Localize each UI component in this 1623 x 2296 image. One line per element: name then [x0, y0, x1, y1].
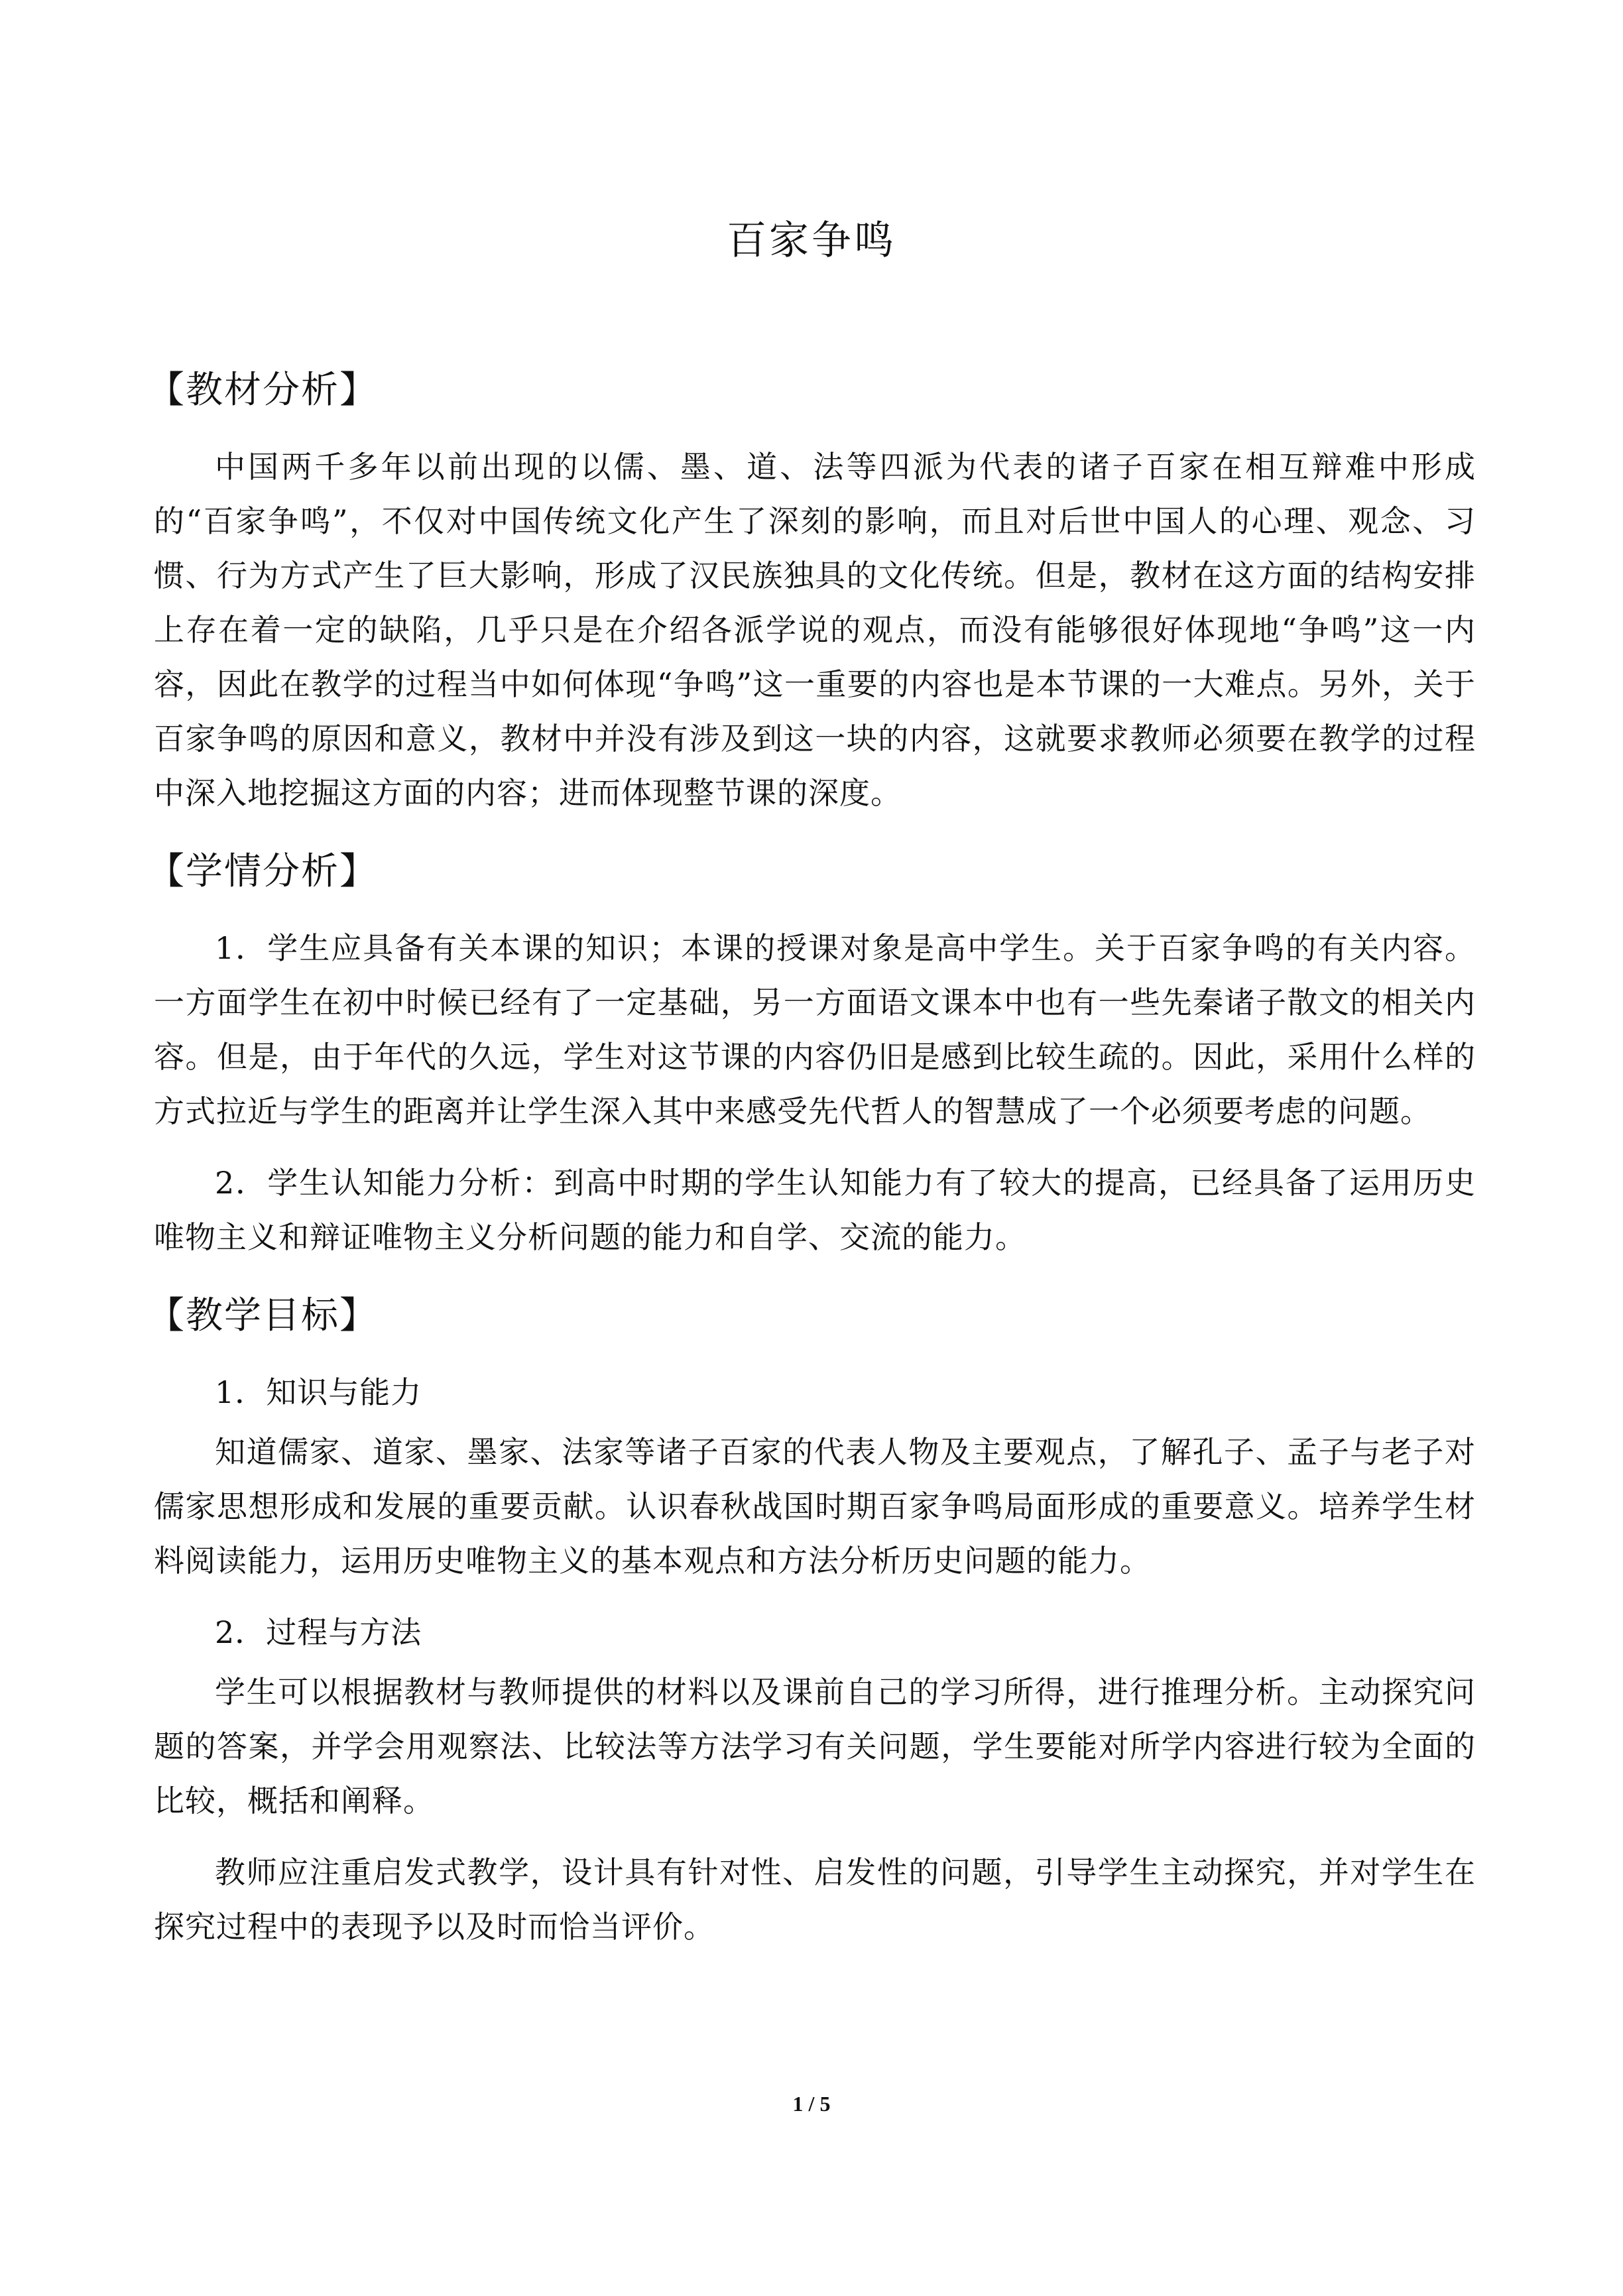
- section-heading-student-analysis: 【学情分析】: [147, 850, 378, 893]
- student-analysis-paragraph-2: 2．学生认知能力分析：到高中时期的学生认知能力有了较大的提高，已经具备了运用历史唯物主义和辩证唯物主义分析问题的能力和自学、交流的能力。: [154, 1165, 1476, 1255]
- page-title: 百家争鸣: [727, 217, 896, 264]
- section-heading-material-analysis: 【教材分析】: [147, 369, 378, 412]
- goal-subheading-knowledge: 1．知识与能力: [215, 1374, 422, 1410]
- goal-teacher-paragraph: 教师应注重启发式教学，设计具有针对性、启发性的问题，引导学生主动探究，并对学生在探究过程中的表现予以及时而恰当评价。: [154, 1854, 1476, 1945]
- section-heading-teaching-goals: 【教学目标】: [147, 1294, 378, 1337]
- material-analysis-paragraph: 中国两千多年以前出现的以儒、墨、道、法等四派为代表的诸子百家在相互辩难中形成的“百家争鸣”，不仅对中国传统文化产生了深刻的影响，而且对后世中国人的心理、观念、习惯、行为方式产生了巨大影响，形成了汉民族独具的文化传统。但是，教材在这方面的结构安排上存在着一定的缺陷，几乎只是在介绍各派学说的观点，而没有能够很好体现地“争鸣”这一内容，因此在教学的过程当中如何体现“争鸣”这一重要的内容也是本节课的一大难点。另外，关于百家争鸣的原因和意义，教材中并没有涉及到这一块的内容，这就要求教师必须要在教学的过程中深入地挖掘这方面的内容；进而体现整节课的深度。: [154, 449, 1476, 811]
- goal-process-paragraph: 学生可以根据教材与教师提供的材料以及课前自己的学习所得，进行推理分析。主动探究问题的答案，并学会用观察法、比较法等方法学习有关问题，学生要能对所学内容进行较为全面的比较，概括和阐释。: [154, 1674, 1476, 1819]
- goal-subheading-process: 2．过程与方法: [215, 1614, 422, 1650]
- page-number: 1 / 5: [792, 2092, 831, 2116]
- goal-knowledge-paragraph: 知道儒家、道家、墨家、法家等诸子百家的代表人物及主要观点，了解孔子、孟子与老子对儒家思想形成和发展的重要贡献。认识春秋战国时期百家争鸣局面形成的重要意义。培养学生材料阅读能力，运用历史唯物主义的基本观点和方法分析历史问题的能力。: [154, 1434, 1476, 1579]
- student-analysis-paragraph-1: 1．学生应具备有关本课的知识；本课的授课对象是高中学生。关于百家争鸣的有关内容。一方面学生在初中时候已经有了一定基础，另一方面语文课本中也有一些先秦诸子散文的相关内容。但是，由于年代的久远，学生对这节课的内容仍旧是感到比较生疏的。因此，采用什么样的方式拉近与学生的距离并让学生深入其中来感受先代哲人的智慧成了一个必须要考虑的问题。: [154, 930, 1476, 1129]
- document-body: [147, 361, 1476, 1954]
